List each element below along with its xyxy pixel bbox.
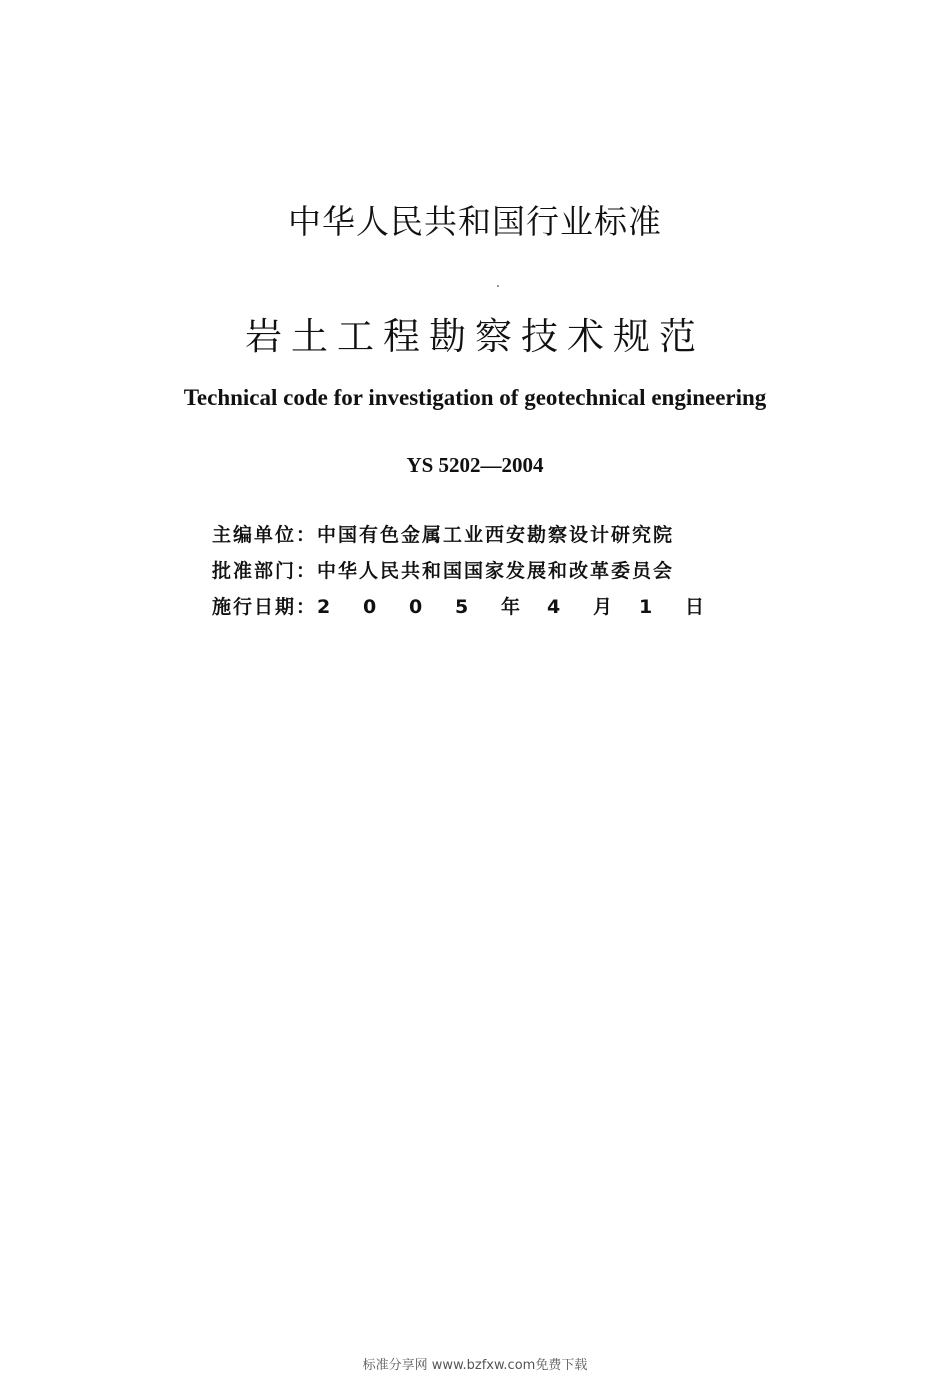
date-digit: 0 [363,596,377,618]
editor-label: 主编单位： [212,524,318,546]
standard-title-english: Technical code for investigation of geotechnical engineering [183,385,767,410]
scan-dot [497,285,499,287]
effective-date-label: 施行日期： [212,596,318,618]
editor-value: 中国有色金属工业西安勘察设计研究院 [317,524,675,546]
standard-code: YS 5202—2004 [406,453,544,477]
date-digit: 5 [455,596,469,618]
approver-line [212,556,772,583]
date-day-char: 日 [685,596,705,618]
standard-title-chinese: 岩土工程勘察技术规范 [245,315,705,358]
effective-date-line [212,592,772,619]
date-digit: 2 [317,596,331,618]
date-year-char: 年 [501,596,521,618]
approver-value: 中华人民共和国国家发展和改革委员会 [317,560,675,582]
date-digit: 0 [409,596,423,618]
footer-watermark: 标准分享网 www.bzfxw.com免费下载 [362,1358,588,1373]
standard-category: 中华人民共和国行业标准 [288,202,662,241]
date-digit: 1 [639,596,653,618]
date-digit: 4 [547,596,561,618]
approver-label: 批准部门： [212,560,318,582]
editor-line [212,520,772,547]
date-month-char: 月 [593,596,613,618]
